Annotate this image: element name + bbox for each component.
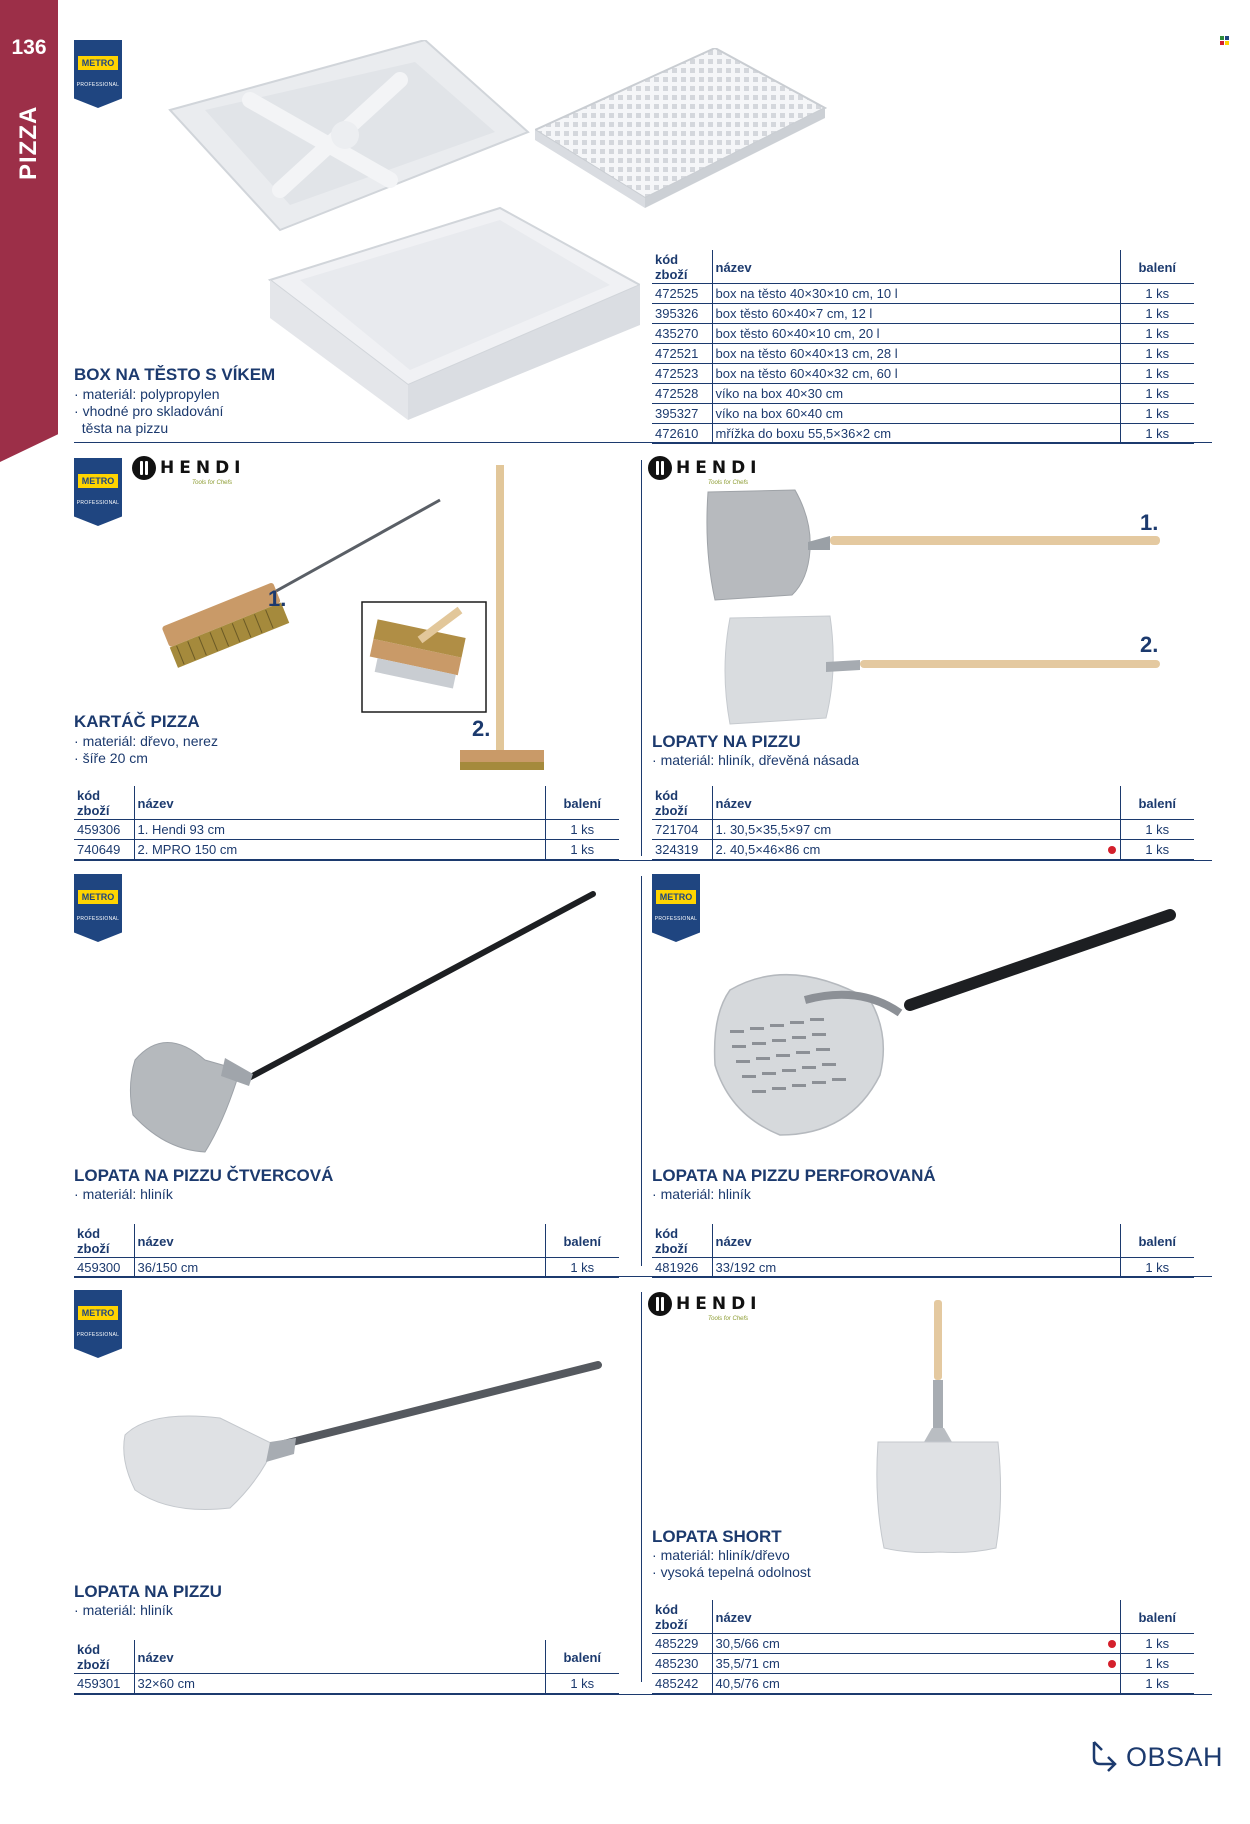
bullet-item: těsta na pizzu <box>81 420 169 436</box>
square-peel-image <box>125 880 605 1160</box>
product-table <box>74 786 619 860</box>
table-row: 472528 víko na box 40×30 cm 1 ks <box>652 384 1194 404</box>
corner-mark-icon <box>1220 36 1230 46</box>
table-row: 459301 32×60 cm 1 ks <box>74 1674 619 1694</box>
table-row: 324319 2. 40,5×46×86 cm 1 ks <box>652 840 1194 860</box>
product-bullets <box>652 1547 811 1581</box>
product-bullets <box>74 386 223 437</box>
col-name-header: název <box>712 1224 1120 1258</box>
page-number: 136 <box>11 36 47 59</box>
availability-dot-icon <box>1108 1640 1116 1648</box>
product-title: LOPATA NA PIZZU PERFOROVANÁ <box>652 1166 936 1185</box>
table-row: 740649 2. MPRO 150 cm 1 ks <box>74 840 619 860</box>
table-row: 459306 1. Hendi 93 cm 1 ks <box>74 820 619 840</box>
table-row: 472525 box na těsto 40×30×10 cm, 10 l 1 ks <box>652 284 1194 304</box>
bullet-item: · materiál: hliník/dřevo <box>652 1547 811 1564</box>
product-table <box>652 250 1194 444</box>
section-side-tab <box>0 0 58 462</box>
product-title: LOPATA NA PIZZU ČTVERCOVÁ <box>74 1166 334 1185</box>
product-table <box>652 786 1194 860</box>
bullet-item: · šíře 20 cm <box>74 750 218 767</box>
product-bullets <box>74 1602 173 1619</box>
metro-professional-logo: METRO PROFESSIONAL <box>652 874 700 942</box>
col-code-header: kód zboží <box>652 786 712 820</box>
metro-professional-logo: METRO PROFESSIONAL <box>74 458 122 526</box>
hendi-logo: HENDI Tools for Chefs <box>648 456 762 496</box>
product-table <box>652 1600 1194 1694</box>
section-divider <box>74 442 1212 443</box>
variant-label: 1. <box>1140 510 1159 535</box>
metro-professional-logo: METRO PROFESSIONAL <box>74 40 122 108</box>
short-peel-image <box>870 1300 1010 1560</box>
product-title: LOPATY NA PIZZU <box>652 732 801 751</box>
section-title: PIZZA <box>15 105 42 181</box>
perforated-peel-image <box>700 895 1180 1155</box>
bullet-item: · vhodné pro skladování <box>74 403 223 420</box>
hendi-logo: HENDI Tools for Chefs <box>648 1292 762 1332</box>
availability-dot-icon <box>1108 1660 1116 1668</box>
metro-professional-logo: METRO PROFESSIONAL <box>74 874 122 942</box>
col-name-header: název <box>712 250 1120 284</box>
col-pack-header: balení <box>1120 786 1194 820</box>
col-pack-header: balení <box>545 1640 619 1674</box>
grid-insert-image <box>535 48 835 228</box>
section-divider <box>74 860 1212 861</box>
product-bullets <box>74 1186 173 1203</box>
round-peel-image <box>120 1350 610 1520</box>
col-pack-header: balení <box>545 1224 619 1258</box>
bullet-item: · materiál: hliník <box>74 1186 173 1203</box>
col-name-header: název <box>712 1600 1120 1634</box>
product-title: BOX NA TĚSTO S VÍKEM <box>74 365 276 384</box>
table-row: 485230 35,5/71 cm 1 ks <box>652 1654 1194 1674</box>
table-row: 472523 box na těsto 60×40×32 cm, 60 l 1 ks <box>652 364 1194 384</box>
table-row: 472521 box na těsto 60×40×13 cm, 28 l 1 ks <box>652 344 1194 364</box>
availability-dot-icon <box>1108 846 1116 854</box>
dough-box-tray <box>270 208 640 420</box>
product-bullets <box>652 1186 751 1203</box>
col-name-header: název <box>134 786 545 820</box>
return-arrow-icon <box>1090 1740 1120 1774</box>
bullet-item: · materiál: dřevo, nerez <box>74 733 218 750</box>
bullet-item: · materiál: polypropylen <box>74 386 223 403</box>
product-bullets <box>74 733 218 767</box>
variant-label: 1. <box>268 586 287 611</box>
column-divider <box>641 876 642 1266</box>
bullet-item: · materiál: hliník <box>74 1602 173 1619</box>
col-name-header: název <box>712 786 1120 820</box>
col-code-header: kód zboží <box>74 786 134 820</box>
section-divider <box>74 1694 1212 1695</box>
col-pack-header: balení <box>1120 1600 1194 1634</box>
product-title: LOPATA NA PIZZU <box>74 1582 222 1601</box>
product-bullets <box>652 752 859 769</box>
product-table <box>74 1640 619 1694</box>
peel-2 <box>725 616 1160 724</box>
table-row: 395327 víko na box 60×40 cm 1 ks <box>652 404 1194 424</box>
product-title: LOPATA SHORT <box>652 1527 782 1546</box>
table-row: 459300 36/150 cm 1 ks <box>74 1258 619 1278</box>
table-row: 481926 33/192 cm 1 ks <box>652 1258 1194 1278</box>
col-pack-header: balení <box>1120 250 1194 284</box>
column-divider <box>641 1292 642 1682</box>
product-table <box>652 1224 1194 1278</box>
bullet-item: · materiál: hliník, dřevěná násada <box>652 752 859 769</box>
col-code-header: kód zboží <box>652 250 712 284</box>
pizza-peels-image <box>700 480 1170 730</box>
table-row: 395326 box těsto 60×40×7 cm, 12 l 1 ks <box>652 304 1194 324</box>
column-divider <box>641 460 642 856</box>
col-code-header: kód zboží <box>652 1224 712 1258</box>
variant-label: 2. <box>472 716 491 741</box>
table-row: 485229 30,5/66 cm 1 ks <box>652 1634 1194 1654</box>
table-row: 435270 box těsto 60×40×10 cm, 20 l 1 ks <box>652 324 1194 344</box>
brush-handle-2 <box>496 465 504 755</box>
table-row: 472610 mřížka do boxu 55,5×36×2 cm 1 ks <box>652 424 1194 444</box>
table-row: 721704 1. 30,5×35,5×97 cm 1 ks <box>652 820 1194 840</box>
bullet-item: · vysoká tepelná odolnost <box>652 1564 811 1581</box>
dough-box-lid <box>170 40 528 230</box>
contents-link[interactable] <box>1090 1740 1223 1774</box>
bullet-item: · materiál: hliník <box>652 1186 751 1203</box>
hendi-logo: HENDI Tools for Chefs <box>132 456 246 496</box>
col-name-header: název <box>134 1224 545 1258</box>
product-table <box>74 1224 619 1278</box>
col-code-header: kód zboží <box>74 1224 134 1258</box>
col-pack-header: balení <box>1120 1224 1194 1258</box>
variant-label: 2. <box>1140 632 1159 657</box>
col-code-header: kód zboží <box>652 1600 712 1634</box>
section-divider <box>74 1276 1212 1277</box>
peel-1 <box>707 490 1160 600</box>
metro-professional-logo: METRO PROFESSIONAL <box>74 1290 122 1358</box>
col-code-header: kód zboží <box>74 1640 134 1674</box>
table-row: 485242 40,5/76 cm 1 ks <box>652 1674 1194 1694</box>
contents-link-label[interactable]: OBSAH <box>1126 1741 1224 1772</box>
col-pack-header: balení <box>545 786 619 820</box>
col-name-header: název <box>134 1640 545 1674</box>
product-title: KARTÁČ PIZZA <box>74 712 200 731</box>
